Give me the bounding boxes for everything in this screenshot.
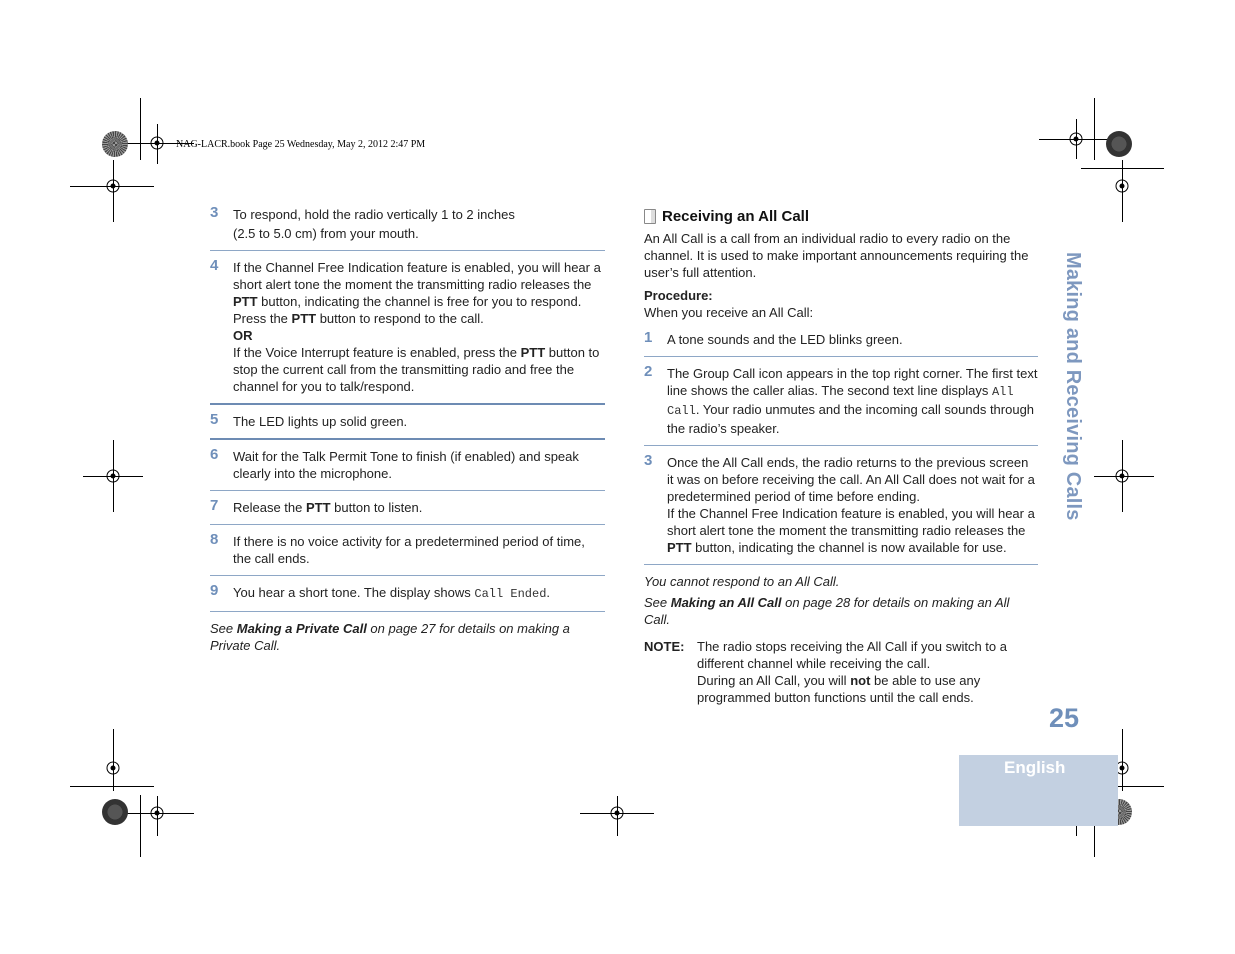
text-run: During an All Call, you will <box>697 673 851 688</box>
text-run: If the Channel Free Indication feature is enabled, you will hear a short alert tone the moment the transmitting radio releases the <box>233 260 601 292</box>
registration-disc-icon <box>102 131 128 157</box>
language-label: English <box>1004 758 1066 777</box>
step-text-line: To respond, hold the radio vertically 1 to 2 inches <box>233 207 515 222</box>
intro-paragraph: An All Call is a call from an individual radio to every radio on the channel. It is used to make important announcements requiring the user’s full attention. <box>644 231 1029 280</box>
crosshair-icon <box>1066 129 1086 149</box>
text-run: button to listen. <box>330 500 423 515</box>
crosshair-icon <box>607 803 627 823</box>
note-paragraph: The radio stops receiving the All Call if you switch to a different channel while receiving the call. <box>697 639 1007 671</box>
step-5 <box>210 413 605 440</box>
crosshair-icon <box>1112 176 1132 196</box>
step-6 <box>210 448 605 491</box>
display-text: Call Ended <box>474 587 547 601</box>
chapter-title-text: Making and Receiving Calls <box>1062 252 1084 521</box>
procedure-label: Procedure: <box>644 288 713 303</box>
step-number: 9 <box>210 582 219 599</box>
note-body <box>697 638 1038 706</box>
step-number: 3 <box>644 452 653 469</box>
text-run: If the Voice Interrupt feature is enabled, press the <box>233 345 521 360</box>
crosshair-icon <box>147 133 167 153</box>
text-run: You hear a short tone. The display shows <box>233 585 475 600</box>
registration-disc-icon <box>102 799 128 825</box>
step-3 <box>644 454 1038 565</box>
step-number: 7 <box>210 497 219 514</box>
step-4 <box>210 259 605 405</box>
crosshair-icon <box>103 176 123 196</box>
step-number: 1 <box>644 329 653 346</box>
text-run: . Your radio unmutes and the incoming call sounds through the radio’s speaker. <box>667 402 1035 436</box>
note-paragraph <box>697 672 1038 706</box>
step-number: 2 <box>644 363 653 380</box>
ptt-label: PTT <box>667 540 692 555</box>
step-number: 6 <box>210 446 219 463</box>
link-text: Making a Private Call <box>236 621 367 636</box>
step-7 <box>210 499 605 525</box>
note-label: NOTE: <box>644 639 685 654</box>
link-text: Making an All Call <box>670 595 782 610</box>
step-number: 3 <box>210 204 219 221</box>
document-icon <box>644 209 656 224</box>
ptt-label: PTT <box>520 345 546 360</box>
registration-disc-icon <box>1106 131 1132 157</box>
book-info: NAG-LACR.book Page 25 Wednesday, May 2, 2012 2:47 PM <box>176 139 426 150</box>
step-3 <box>210 206 605 251</box>
text-run: If the Channel Free Indication feature is enabled, you will hear a short alert tone the moment the transmitting radio releases the <box>667 506 1035 538</box>
right-column <box>644 208 1038 706</box>
text-run: See <box>644 595 671 610</box>
section-heading <box>644 208 1038 225</box>
text-run: The Group Call icon appears in the top right corner. The first text line shows the caller alias. The second text line displays <box>667 366 1038 398</box>
step-paragraph <box>233 259 605 310</box>
crosshair-icon <box>103 758 123 778</box>
emphasis: not <box>850 673 871 688</box>
text-run: button to respond to the call. <box>316 311 484 326</box>
see-also-all-call <box>644 594 1038 628</box>
ptt-label: PTT <box>233 294 258 309</box>
procedure-intro: When you receive an All Call: <box>644 305 814 320</box>
step-text: Wait for the Talk Permit Tone to finish (if enabled) and speak clearly into the microphone. <box>233 449 579 481</box>
step-paragraph <box>233 344 605 395</box>
text-run: . <box>546 585 551 600</box>
language-tab <box>959 755 1118 826</box>
or-label: OR <box>233 328 253 343</box>
step-2 <box>644 365 1038 446</box>
step-text: If there is no voice activity for a predetermined period of time, the call ends. <box>233 534 585 566</box>
step-8 <box>210 533 605 576</box>
ptt-label: PTT <box>291 311 317 326</box>
page-number: 25 <box>1049 703 1080 733</box>
ptt-label: PTT <box>306 500 331 515</box>
step-text-line: (2.5 to 5.0 cm) from your mouth. <box>233 226 419 241</box>
heading-text: Receiving an All Call <box>662 208 809 225</box>
step-number: 8 <box>210 531 219 548</box>
step-1 <box>644 331 1038 357</box>
text-run: on page 27 for details on making a Private Call. <box>210 621 570 653</box>
text-run: button to stop the current call from the transmitting radio and free the channel for you to talk/respond. <box>233 345 600 394</box>
text-run: on page 28 for details on making an All Call. <box>644 595 1010 627</box>
display-text: All Call <box>667 385 1014 418</box>
step-paragraph: Once the All Call ends, the radio returns to the previous screen it was on before receiving the call. An All Call does not wait for a predetermined period of time before ending. <box>667 455 1035 504</box>
text-run: button, indicating the channel is now available for use. <box>691 540 1007 555</box>
step-number: 4 <box>210 257 219 274</box>
chapter-side-title <box>1058 252 1084 542</box>
text-run: Release the <box>233 500 306 515</box>
text-run: be able to use any programmed button functions until the call ends. <box>697 673 981 705</box>
crosshair-icon <box>147 803 167 823</box>
step-text: A tone sounds and the LED blinks green. <box>667 332 903 347</box>
step-paragraph <box>233 310 605 327</box>
see-also-private-call <box>210 620 605 654</box>
step-9 <box>210 584 605 612</box>
text-run: See <box>210 621 237 636</box>
crosshair-icon <box>1112 466 1132 486</box>
step-text: The LED lights up solid green. <box>233 414 408 429</box>
left-column <box>210 206 605 654</box>
step-number: 5 <box>210 411 219 428</box>
step-paragraph <box>667 505 1038 556</box>
text-run: button, indicating the channel is free for you to respond. <box>257 294 582 309</box>
note-box <box>644 638 1038 706</box>
crosshair-icon <box>103 466 123 486</box>
text-run: Press the <box>233 311 292 326</box>
cannot-respond-note: You cannot respond to an All Call. <box>644 574 840 589</box>
